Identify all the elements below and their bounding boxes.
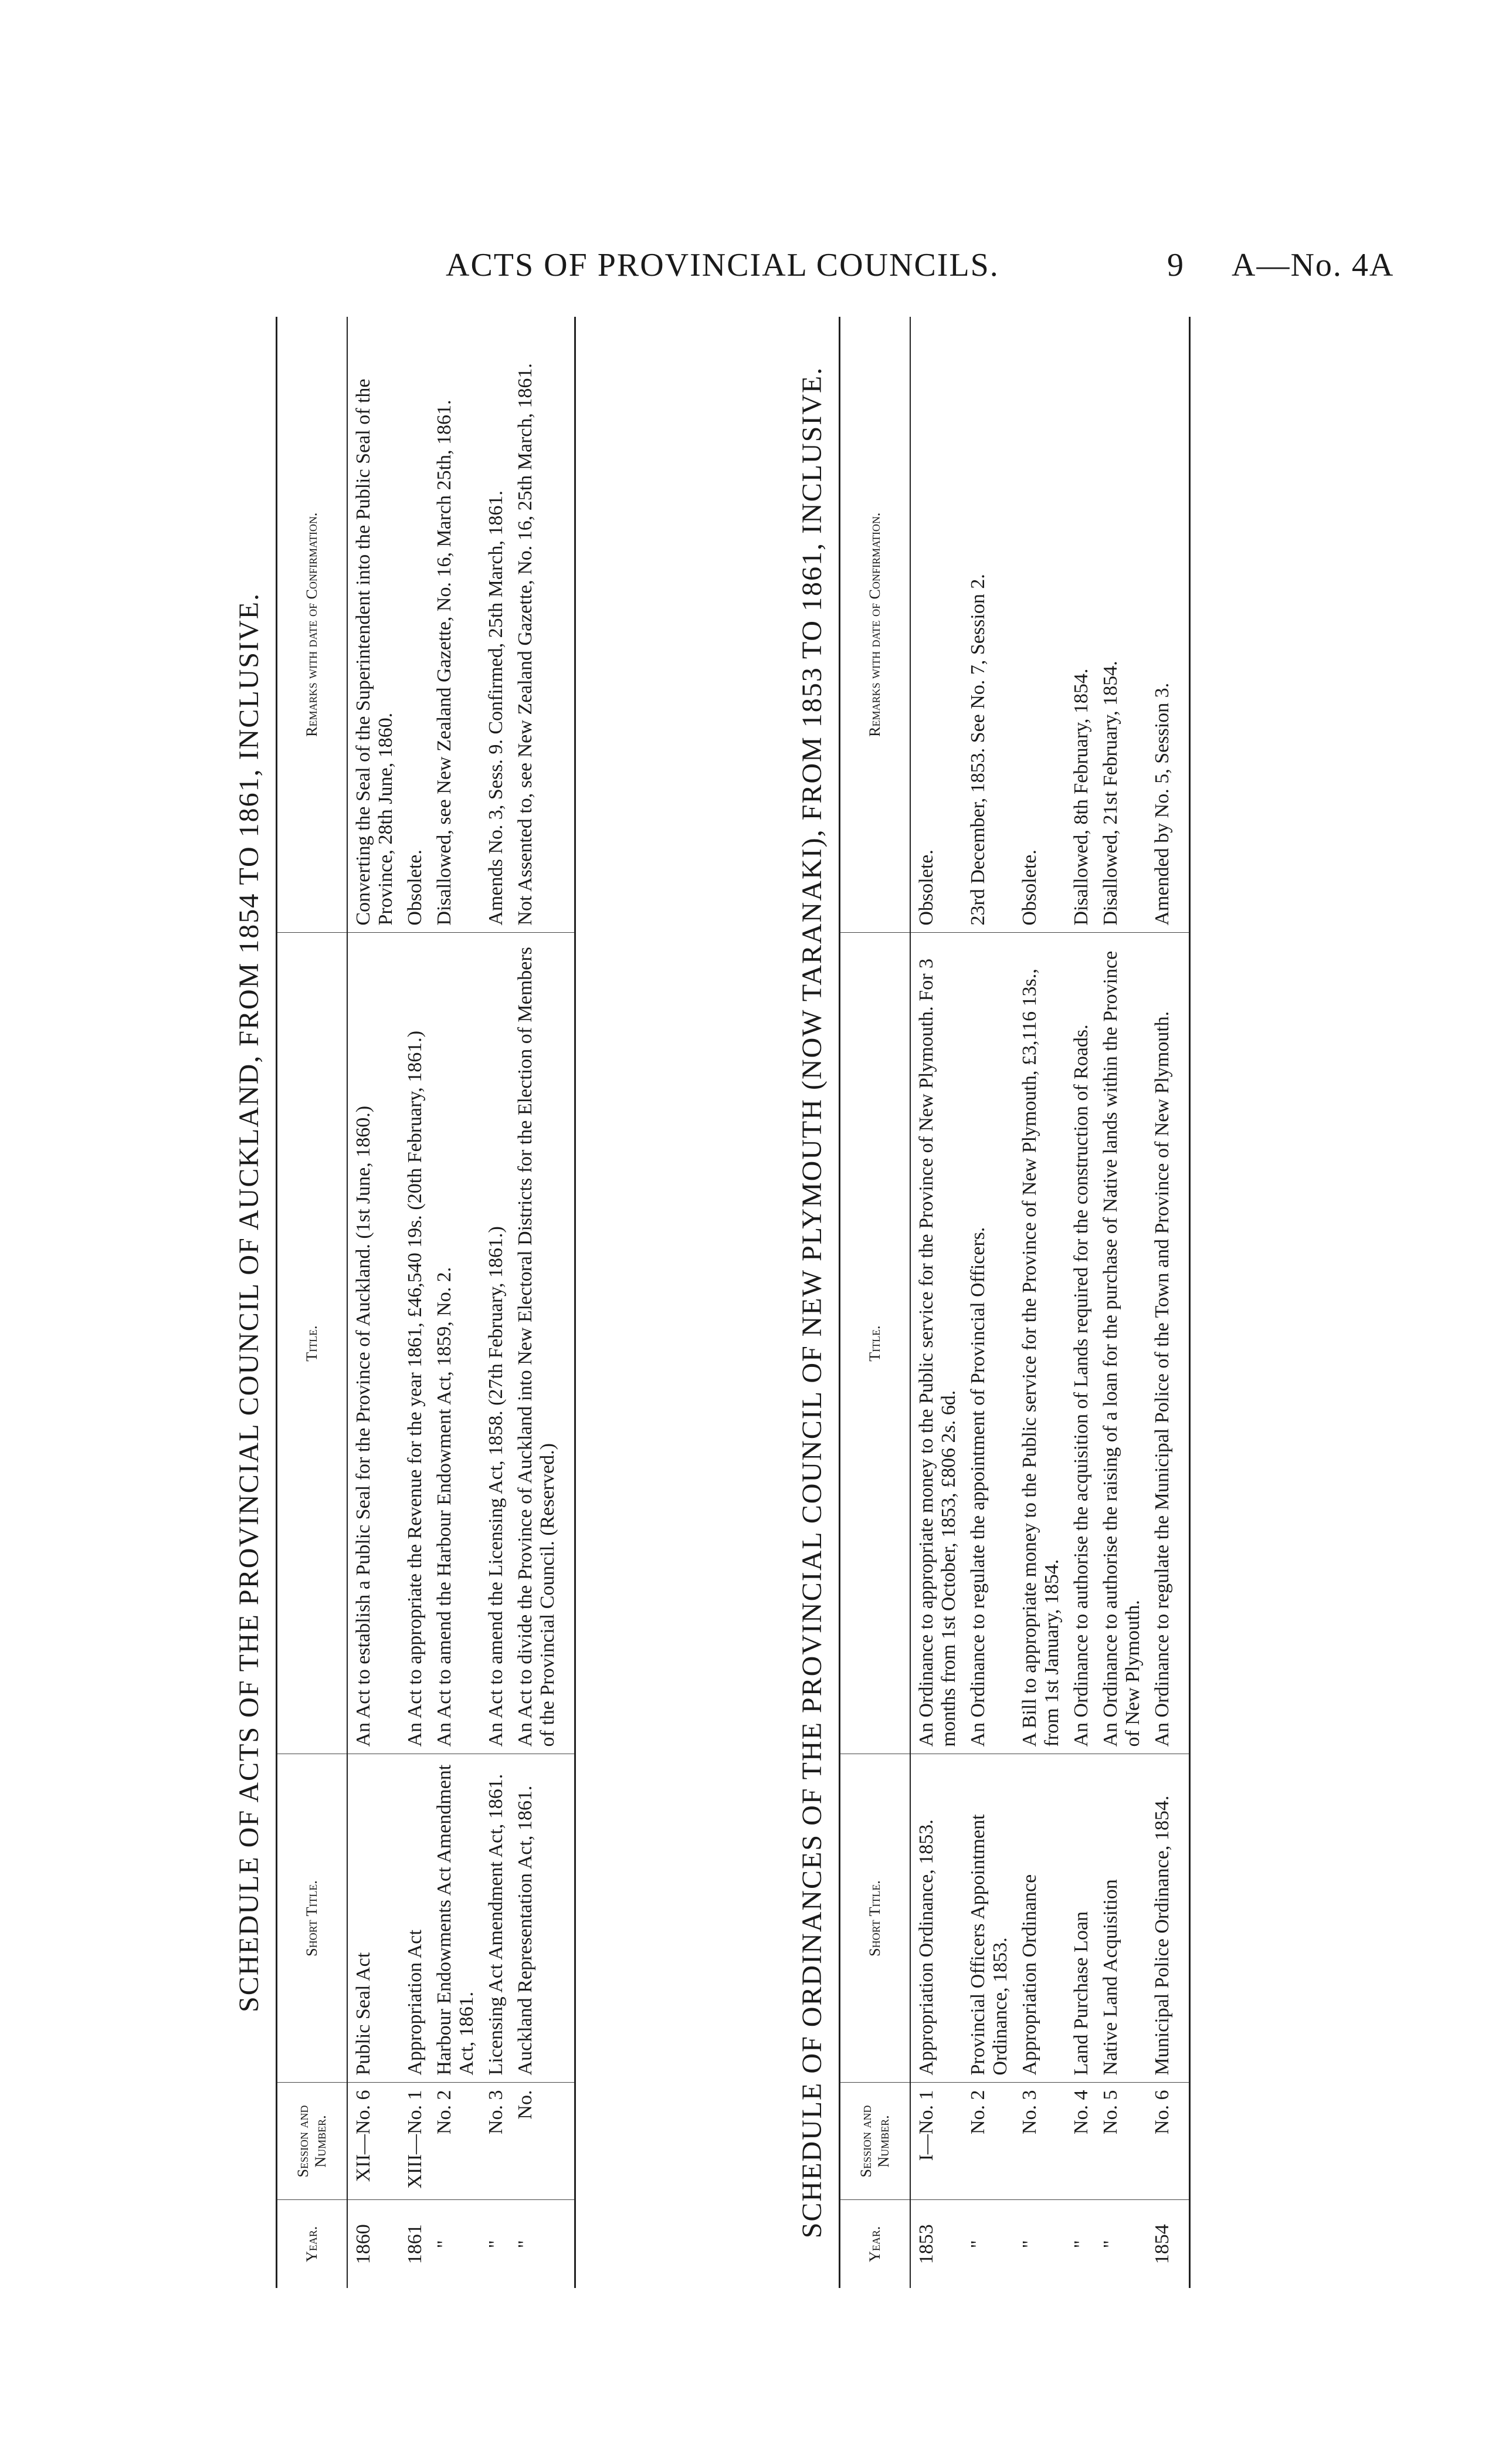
schedule-title: SCHEDULE OF ORDINANCES OF THE PROVINCIAL COUNCIL OF NEW PLYMOUTH (NOW TARANAKI), FROM 1853 TO 1861, INCLUSIVE.	[796, 366, 828, 2239]
cell-remarks: Converting the Seal of the Superintendent into the Public Seal of the Province, 28th June, 1860.	[347, 317, 399, 933]
col-short-title: Short Title.	[277, 1754, 348, 2083]
col-session: Session and Number.	[277, 2083, 348, 2200]
cell-remarks: Not Assented to, see New Zealand Gazette, No. 16, 25th March, 1861.	[510, 317, 575, 933]
cell-remarks: Obsolete.	[910, 317, 962, 933]
cell-title: An Ordinance to appropriate money to the Public service for the Province of New Plymouth. For 3 months from 1st October, 1853, £806 2s. 6d.	[910, 933, 962, 1754]
table-row	[1066, 317, 1095, 2288]
table-row	[480, 317, 510, 2288]
table-header-row	[277, 317, 348, 2288]
cell-session: No. 6	[1147, 2083, 1190, 2200]
cell-short-title: Licensing Act Amendment Act, 1861.	[480, 1754, 510, 2083]
table-row	[399, 317, 429, 2288]
cell-remarks: Amended by No. 5, Session 3.	[1147, 317, 1190, 933]
cell-year: 1861	[404, 2224, 426, 2265]
schedule-new-plymouth	[786, 317, 1191, 2288]
col-session: Session and Number.	[840, 2083, 911, 2200]
table-row	[910, 317, 962, 2288]
col-year: Year.	[840, 2200, 911, 2288]
cell-session: XII—No. 6	[347, 2083, 399, 2200]
table-row	[510, 317, 575, 2288]
cell-short-title: Auckland Representation Act, 1861.	[510, 1754, 575, 2083]
table-row	[1095, 317, 1147, 2288]
table-row	[1014, 317, 1066, 2288]
page-header	[0, 246, 1492, 299]
cell-title: An Ordinance to authorise the raising of a loan for the purchase of Native lands within the Province of New Plymouth.	[1095, 933, 1147, 1754]
cell-remarks: Obsolete.	[399, 317, 429, 933]
cell-year: 1860	[352, 2224, 374, 2265]
cell-short-title: Provincial Officers Appointment Ordinance, 1853.	[962, 1754, 1014, 2083]
cell-short-title: Appropriation Ordinance	[1014, 1754, 1066, 2083]
cell-year: "	[1019, 2240, 1040, 2249]
cell-session: No. 4	[1066, 2083, 1095, 2200]
cell-year: "	[514, 2240, 536, 2249]
cell-year: 1853	[915, 2224, 937, 2265]
cell-session: No. 3	[1014, 2083, 1066, 2200]
cell-short-title: Appropriation Ordinance, 1853.	[910, 1754, 962, 2083]
cell-short-title: Appropriation Act	[399, 1754, 429, 2083]
cell-remarks: Disallowed, see New Zealand Gazette, No. 16, March 25th, 1861.	[429, 317, 480, 933]
cell-year: "	[967, 2240, 989, 2249]
cell-session: No. 2	[429, 2083, 480, 2200]
cell-remarks: 23rd December, 1853. See No. 7, Session 2.	[962, 317, 1014, 933]
cell-session: No. 2	[962, 2083, 1014, 2200]
cell-title: An Act to divide the Province of Auckland into New Electoral Districts for the Election of Members of the Provincial Council. (Reserved.)	[510, 933, 575, 1754]
cell-session: No.	[510, 2083, 575, 2200]
schedule-table	[839, 317, 1191, 2288]
cell-title: An Act to establish a Public Seal for the Province of Auckland. (1st June, 1860.)	[347, 933, 399, 1754]
page-number: 9	[1167, 247, 1185, 283]
rotated-content	[223, 317, 1290, 2288]
col-title: Title.	[277, 933, 348, 1754]
cell-title: An Ordinance to authorise the acquisition of Lands required for the construction of Roads.	[1066, 933, 1095, 1754]
cell-session: No. 3	[480, 2083, 510, 2200]
cell-year: "	[1070, 2240, 1092, 2249]
table-row	[1147, 317, 1190, 2288]
cell-title: A Bill to appropriate money to the Public service for the Province of New Plymouth, £3,116 13s., from 1st January, 1854.	[1014, 933, 1066, 1754]
cell-title: An Act to amend the Licensing Act, 1858. (27th February, 1861.)	[480, 933, 510, 1754]
table-row	[429, 317, 480, 2288]
cell-remarks: Obsolete.	[1014, 317, 1066, 933]
cell-short-title: Municipal Police Ordinance, 1854.	[1147, 1754, 1190, 2083]
schedule-table	[276, 317, 576, 2288]
cell-remarks: Disallowed, 21st February, 1854.	[1095, 317, 1147, 933]
cell-year: "	[485, 2240, 507, 2249]
table-row	[347, 317, 399, 2288]
schedule-title: SCHEDULE OF ACTS OF THE PROVINCIAL COUNCIL OF AUCKLAND, FROM 1854 TO 1861, INCLUSIVE.	[233, 593, 265, 2012]
cell-title: An Act to amend the Harbour Endowment Act, 1859, No. 2.	[429, 933, 480, 1754]
col-year: Year.	[277, 2200, 348, 2288]
running-title: ACTS OF PROVINCIAL COUNCILS.	[446, 247, 999, 283]
cell-short-title: Harbour Endowments Act Amendment Act, 1861.	[429, 1754, 480, 2083]
cell-remarks: Amends No. 3, Sess. 9. Confirmed, 25th March, 1861.	[480, 317, 510, 933]
col-title: Title.	[840, 933, 911, 1754]
cell-year: 1854	[1151, 2224, 1173, 2265]
schedule-auckland	[223, 317, 576, 2288]
col-remarks: Remarks with date of Confirmation.	[277, 317, 348, 933]
cell-short-title: Public Seal Act	[347, 1754, 399, 2083]
cell-title: An Ordinance to regulate the Municipal Police of the Town and Province of New Plymouth.	[1147, 933, 1190, 1754]
cell-session: XIII—No. 1	[399, 2083, 429, 2200]
cell-session: No. 5	[1095, 2083, 1147, 2200]
cell-short-title: Native Land Acquisition	[1095, 1754, 1147, 2083]
cell-title: An Act to appropriate the Revenue for the year 1861, £46,540 19s. (20th February, 1861.)	[399, 933, 429, 1754]
table-header-row	[840, 317, 911, 2288]
col-short-title: Short Title.	[840, 1754, 911, 2083]
cell-session: I—No. 1	[910, 2083, 962, 2200]
cell-title: An Ordinance to regulate the appointment of Provincial Officers.	[962, 933, 1014, 1754]
cell-year: "	[433, 2240, 455, 2249]
col-remarks: Remarks with date of Confirmation.	[840, 317, 911, 933]
cell-short-title: Land Purchase Loan	[1066, 1754, 1095, 2083]
cell-year: "	[1100, 2240, 1121, 2249]
cell-remarks: Disallowed, 8th February, 1854.	[1066, 317, 1095, 933]
table-row	[962, 317, 1014, 2288]
document-number: A—No. 4A	[1232, 247, 1395, 283]
